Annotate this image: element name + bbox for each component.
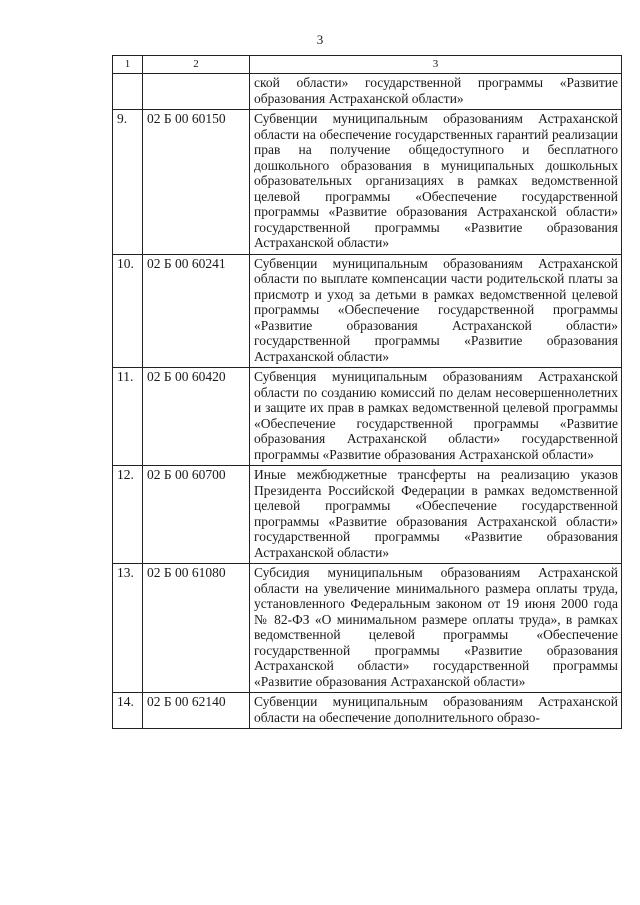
table-row bbox=[113, 564, 622, 693]
page-number: 3 bbox=[316, 32, 324, 47]
table-row bbox=[113, 110, 622, 255]
column-header-code: 2 bbox=[143, 56, 250, 74]
column-header-description: 3 bbox=[250, 56, 622, 74]
budget-code: 02 Б 00 60241 bbox=[143, 254, 250, 368]
row-number: 10. bbox=[113, 254, 143, 368]
table-row bbox=[113, 466, 622, 564]
budget-code: 02 Б 00 62140 bbox=[143, 693, 250, 729]
table-row bbox=[113, 74, 622, 110]
row-description: Субвенции муниципальным образованиям Астраханской области на обеспечение государственных гарантий реализации прав на получение общедоступного и бесплатного дошкольного образования в муниципальных дошкольных образовательных организациях в рамках ведомственной целевой программы «Обеспечение государственной программы «Развитие образования Астраханской области» государственной программы «Развитие образования Астраханской области» bbox=[250, 110, 622, 255]
budget-code: 02 Б 00 60150 bbox=[143, 110, 250, 255]
row-description: Иные межбюджетные трансферты на реализацию указов Президента Российской Федерации в рамках ведомственной целевой программы «Обеспечение государственной программы «Развитие образования Астраханской области» государственной программы «Развитие образования Астраханской области» bbox=[250, 466, 622, 564]
budget-code bbox=[143, 74, 250, 110]
row-number: 9. bbox=[113, 110, 143, 255]
budget-code-table bbox=[112, 55, 622, 729]
row-number: 12. bbox=[113, 466, 143, 564]
row-number: 14. bbox=[113, 693, 143, 729]
row-number: 11. bbox=[113, 368, 143, 466]
table-row bbox=[113, 254, 622, 368]
table-header-row bbox=[113, 56, 622, 74]
budget-code: 02 Б 00 61080 bbox=[143, 564, 250, 693]
row-description: Субвенции муниципальным образованиям Астраханской области по выплате компенсации части родительской платы за присмотр и уход за детьми в рамках ведомственной целевой программы «Обеспечение государственной программы «Развитие образования Астраханской области» государственной программы «Развитие образования Астраханской области» bbox=[250, 254, 622, 368]
budget-code: 02 Б 00 60420 bbox=[143, 368, 250, 466]
table-row bbox=[113, 368, 622, 466]
row-number: 13. bbox=[113, 564, 143, 693]
table-row bbox=[113, 693, 622, 729]
row-number bbox=[113, 74, 143, 110]
row-description: Субвенция муниципальным образованиям Астраханской области по созданию комиссий по делам несовершеннолетних и защите их прав в рамках ведомственной целевой программы «Обеспечение государственной программы «Развитие образования Астраханской области» государственной программы «Развитие образования Астраханской области» bbox=[250, 368, 622, 466]
row-description: Субсидия муниципальным образованиям Астраханской области на увеличение минимального размера оплаты труда, установленного Федеральным законом от 19 июня 2000 года № 82-ФЗ «О минимальном размере оплаты труда», в рамках ведомственной целевой программы «Обеспечение государственной программы «Развитие образования Астраханской области» государственной программы «Развитие образования Астраханской области» bbox=[250, 564, 622, 693]
row-description: Субвенции муниципальным образованиям Астраханской области на обеспечение дополнительного образо- bbox=[250, 693, 622, 729]
row-description: ской области» государственной программы «Развитие образования Астраханской области» bbox=[250, 74, 622, 110]
column-header-number: 1 bbox=[113, 56, 143, 74]
budget-code: 02 Б 00 60700 bbox=[143, 466, 250, 564]
